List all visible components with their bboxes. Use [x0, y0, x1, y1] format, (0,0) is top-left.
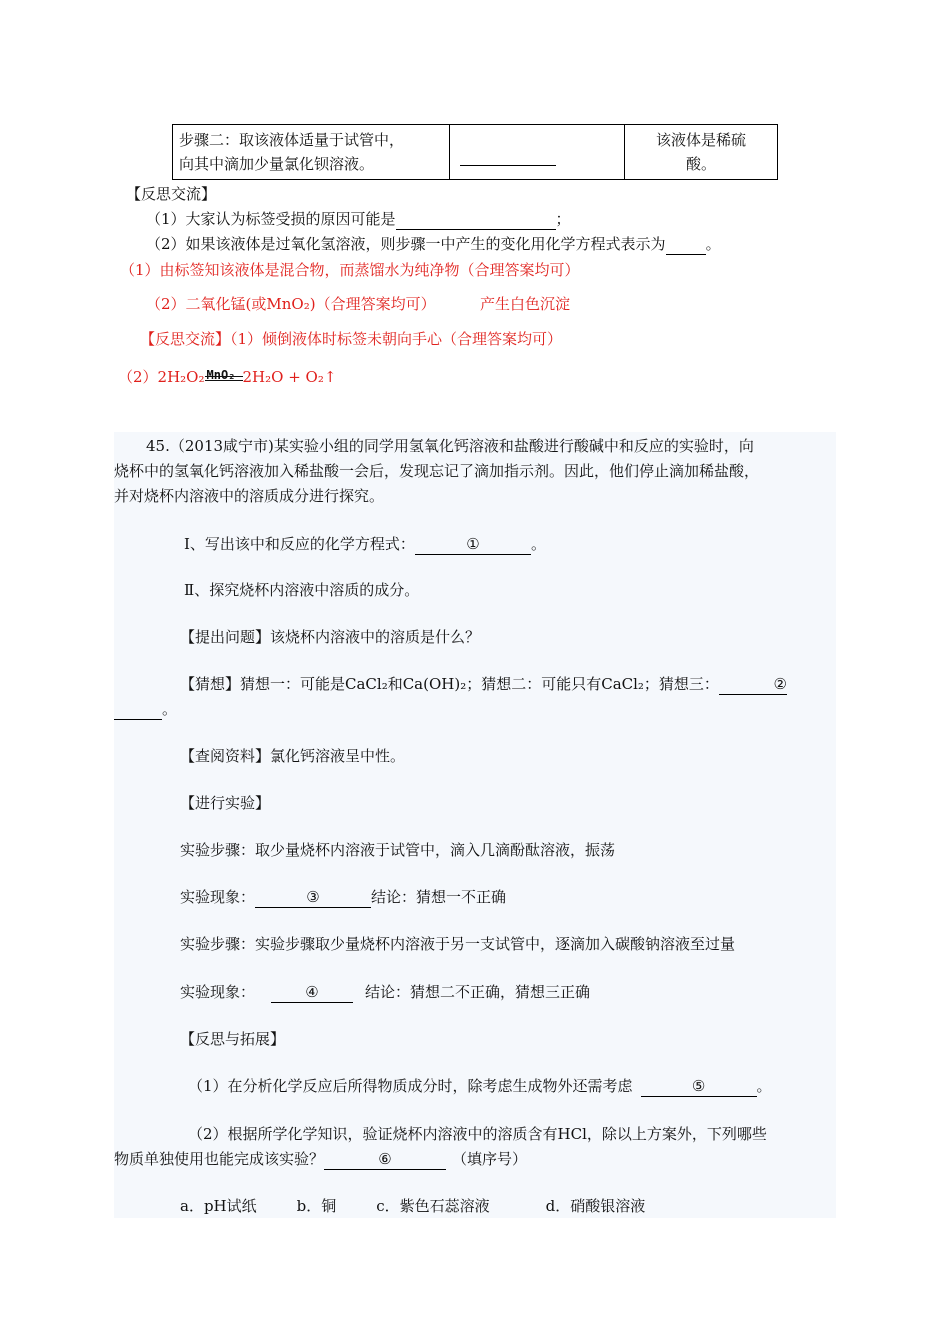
reflect-header: 【反思交流】 — [126, 185, 217, 203]
answer-4-equation — [118, 362, 336, 392]
reflect-q2 — [146, 234, 721, 255]
phenomenon-1-conclusion: 结论：猜想一不正确 — [371, 888, 507, 906]
q45-step-2: 实验步骤：实验步骤取少量烧杯内溶液于另一支试管中，逐滴加入碳酸钠溶液至过量 — [180, 935, 736, 953]
ext-1-text: （1）在分析化学反应后所得物质成分时，除考虑生成物外还需考虑 — [188, 1077, 633, 1095]
equation-lhs: 2H₂O₂ — [157, 368, 205, 386]
q45-ext-1 — [188, 1076, 772, 1097]
step-line-1: 步骤二：取该液体适量于试管中， — [179, 131, 405, 149]
option-b: b．铜 — [296, 1197, 337, 1215]
q45-part-i — [184, 534, 546, 555]
phenomenon-2-label: 实验现象： — [180, 983, 256, 1001]
option-c: c．紫色石蕊溶液 — [376, 1197, 490, 1215]
blank-2: ② — [719, 674, 787, 695]
phenomenon-2-conclusion: 结论：猜想二不正确，猜想三正确 — [365, 983, 591, 1001]
guess-text: 【猜想】猜想一：可能是CaCl₂和Ca(OH)₂；猜想二：可能只有CaCl₂；猜想三： — [180, 675, 719, 693]
blank-3: ③ — [255, 887, 371, 908]
blank-1: ① — [415, 534, 531, 555]
q45-guess-cont — [114, 699, 177, 720]
q45-info: 【查阅资料】氯化钙溶液呈中性。 — [180, 747, 406, 765]
q45-extension: 【反思与拓展】 — [180, 1030, 286, 1048]
equation-rhs: 2H₂O + O₂↑ — [242, 368, 337, 386]
q45-question: 【提出问题】该烧杯内溶液中的溶质是什么？ — [180, 628, 481, 646]
blank-2-cont — [114, 699, 162, 720]
conclusion-line-2: 酸。 — [685, 155, 716, 173]
step-line-2: 向其中滴加少量氯化钡溶液。 — [179, 155, 375, 173]
catalyst-label: MnO₂ — [206, 368, 236, 382]
reflect-q1-end: ； — [555, 210, 571, 228]
step-cell — [173, 125, 450, 180]
q45-ext-2b — [114, 1149, 527, 1170]
part-i-text: Ⅰ、写出该中和反应的化学方程式： — [184, 535, 415, 553]
reflect-q2-end: 。 — [705, 235, 721, 253]
q45-step-1: 实验步骤：取少量烧杯内溶液于试管中，滴入几滴酚酞溶液，振荡 — [180, 841, 616, 859]
blank-6: ⑥ — [324, 1149, 446, 1170]
q45-intro-3: 并对烧杯内溶液中的溶质成分进行探究。 — [114, 487, 385, 505]
ext-2-text: 物质单独使用也能完成该实验？ — [114, 1150, 325, 1168]
phenomenon-cell — [450, 125, 625, 180]
reflect-q1-text: （1）大家认为标签受损的原因可能是 — [146, 210, 396, 228]
q45-phenomenon-1 — [180, 887, 506, 908]
q45-phenomenon-2 — [180, 982, 590, 1003]
answer-blank — [460, 164, 556, 166]
guess-end: 。 — [162, 700, 178, 718]
option-a: a．pH试纸 — [180, 1197, 257, 1215]
option-d: d．硝酸银溶液 — [545, 1197, 646, 1215]
part-i-end: 。 — [530, 535, 546, 553]
phenomenon-1-label: 实验现象： — [180, 888, 256, 906]
q45-intro-1: 45.（2013咸宁市)某实验小组的同学用氢氧化钙溶液和盐酸进行酸碱中和反应的实验时，向 — [146, 437, 754, 455]
reflect-q2-text: （2）如果该液体是过氧化氢溶液，则步骤一中产生的变化用化学方程式表示为 — [146, 235, 666, 253]
q45-intro-2: 烧杯中的氢氧化钙溶液加入稀盐酸一会后，发现忘记了滴加指示剂。因此，他们停止滴加稀盐酸， — [114, 462, 760, 480]
answer-2-left: （2）二氧化锰(或MnO₂)（合理答案均可） — [146, 295, 436, 313]
conclusion-line-1: 该液体是稀硫 — [655, 131, 746, 149]
q45-part-ii: Ⅱ、探究烧杯内溶液中溶质的成分。 — [184, 581, 420, 599]
reflect-q1 — [146, 209, 571, 230]
equation-prefix: （2） — [118, 368, 158, 386]
answer-1: （1）由标签知该液体是混合物，而蒸馏水为纯净物（合理答案均可） — [120, 261, 580, 279]
q45-guess — [180, 674, 787, 695]
conclusion-cell — [625, 125, 778, 180]
blank-4: ④ — [271, 982, 353, 1003]
answer-2-right: 产生白色沉淀 — [480, 295, 571, 313]
answer-blank — [666, 234, 706, 255]
q45-ext-2a: （2）根据所学化学知识，验证烧杯内溶液中的溶质含有HCl，除以上方案外，下列哪些 — [188, 1125, 767, 1143]
q45-experiment: 【进行实验】 — [180, 794, 271, 812]
blank-5: ⑤ — [641, 1076, 757, 1097]
ext-1-end: 。 — [756, 1077, 772, 1095]
answer-blank — [396, 209, 556, 230]
catalyst-arrow — [205, 362, 243, 392]
table-row — [173, 125, 778, 180]
ext-2-end: （填序号） — [452, 1150, 528, 1168]
answer-3: 【反思交流】（1）倾倒液体时标签未朝向手心（合理答案均可） — [140, 330, 563, 348]
q45-options — [180, 1196, 645, 1216]
experiment-table — [172, 124, 778, 180]
